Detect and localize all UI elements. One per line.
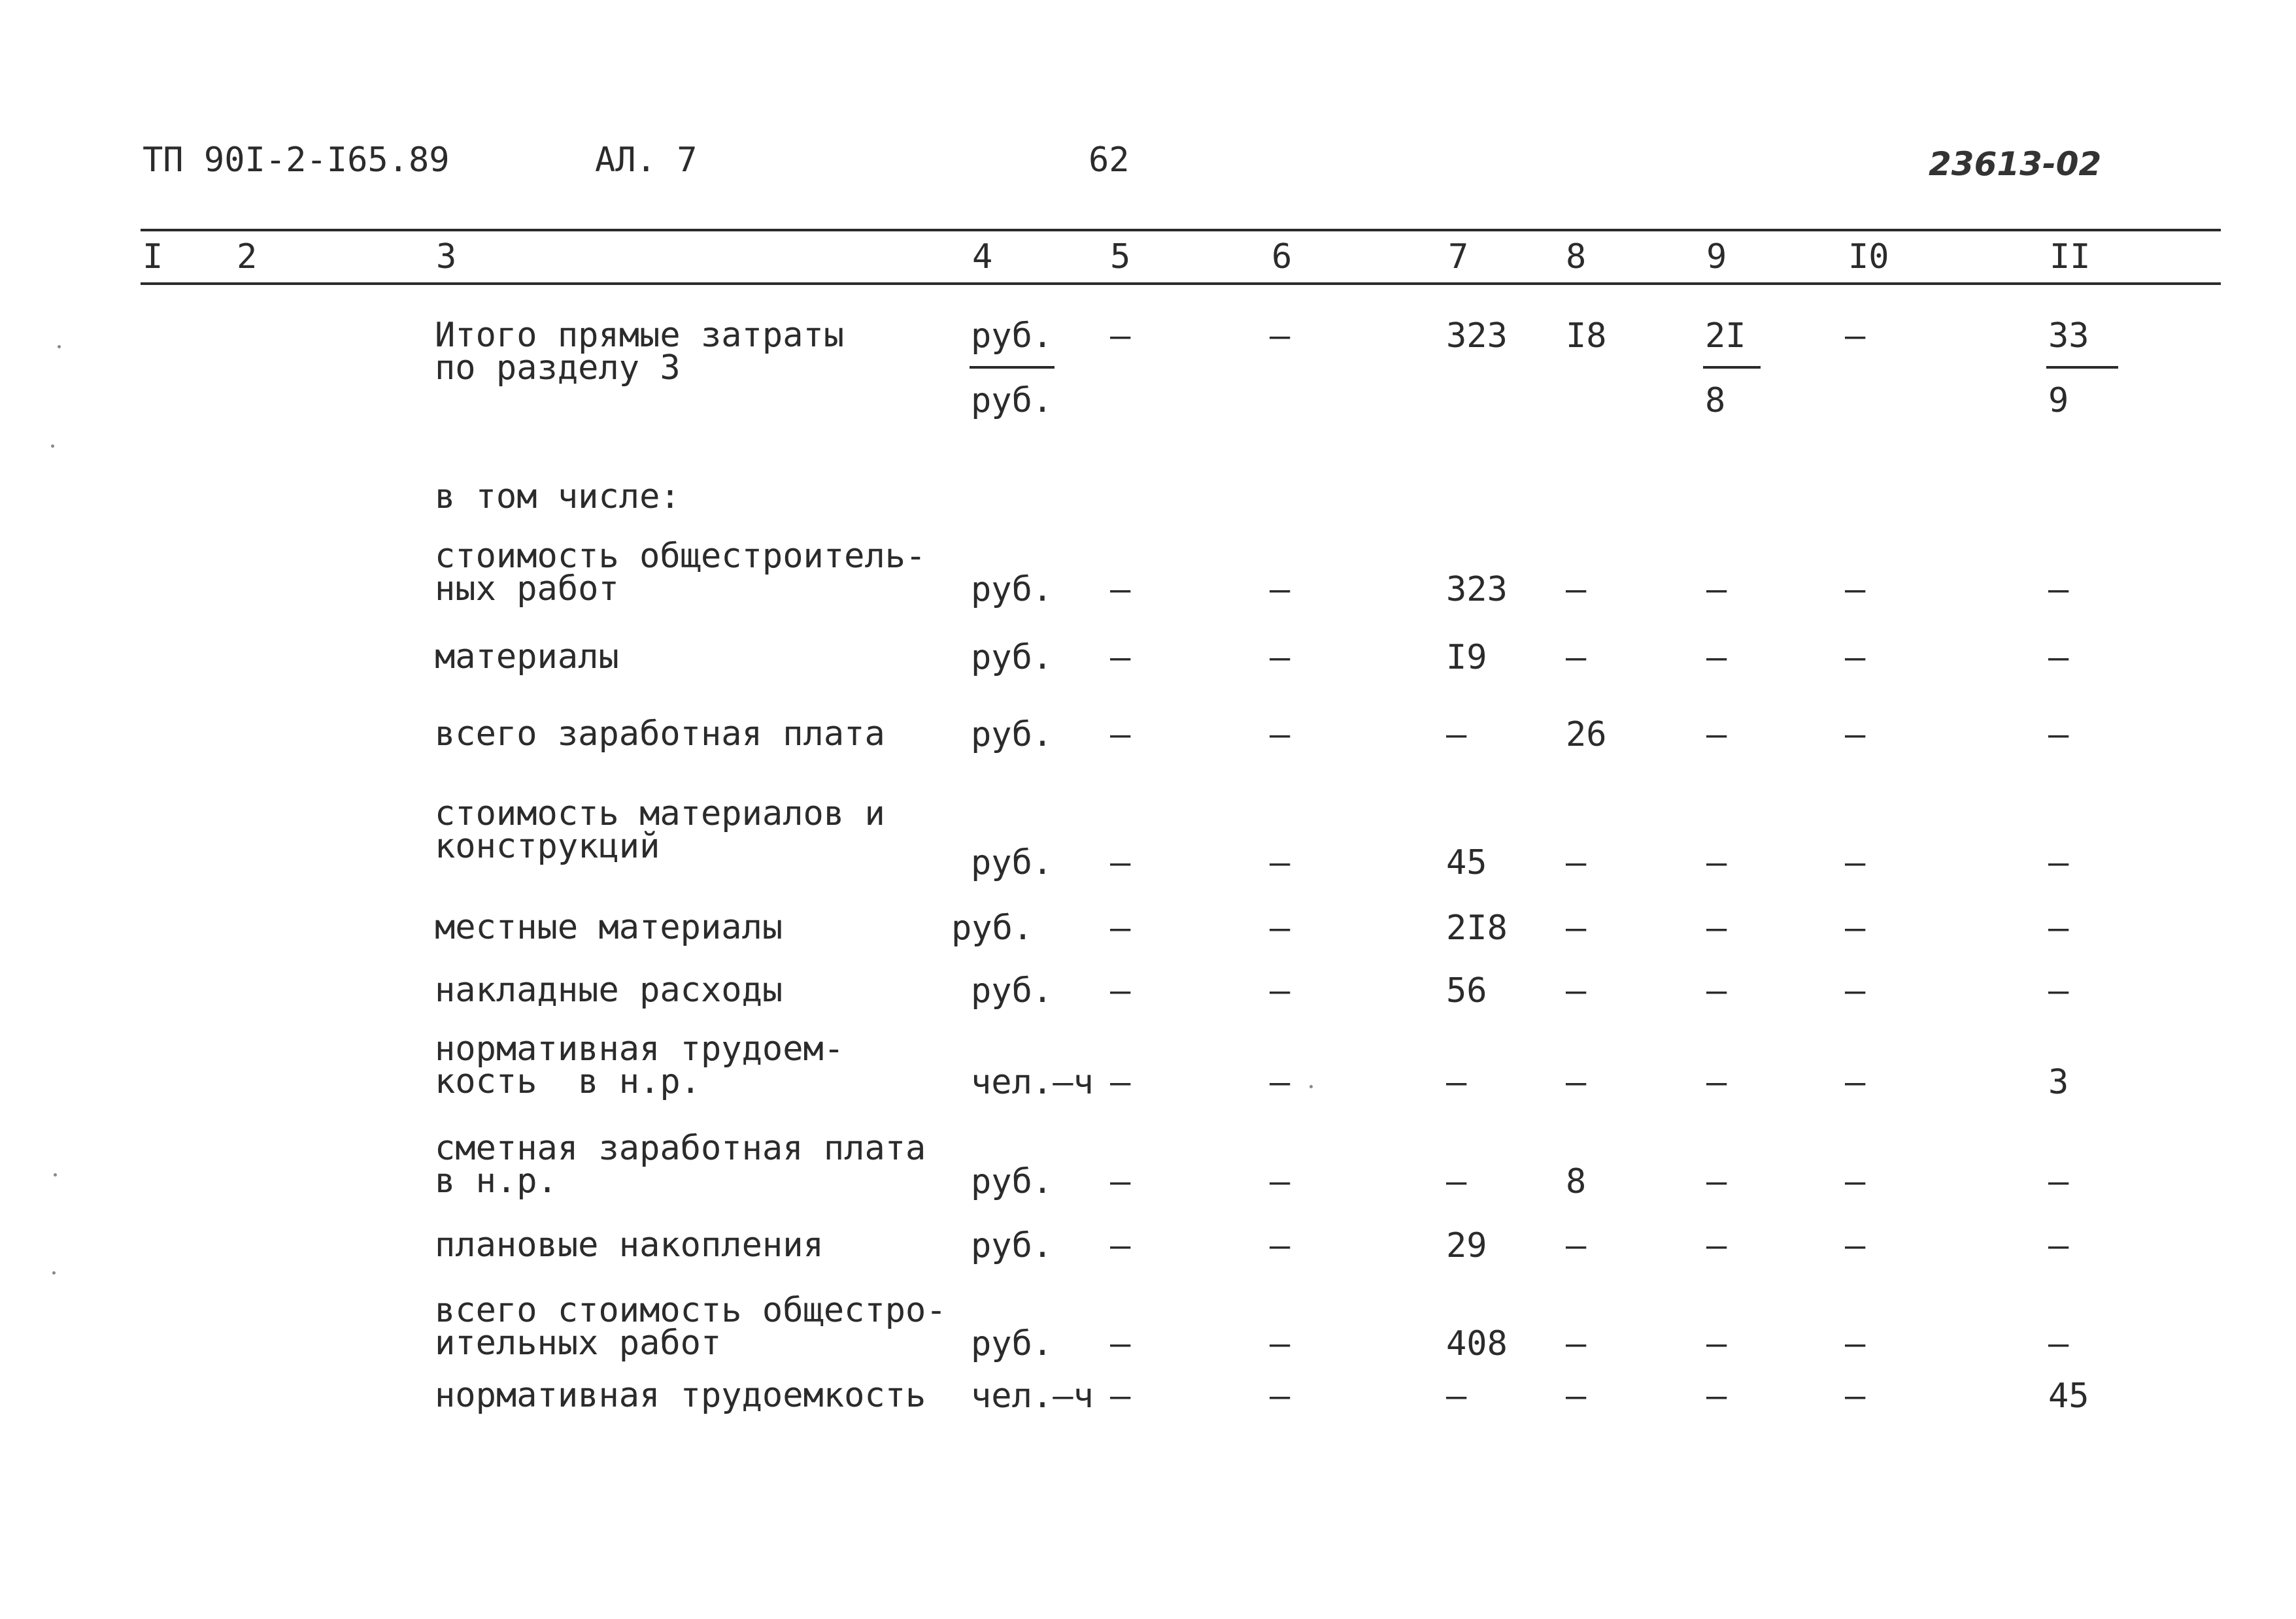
row-c6: – [1270, 1063, 1291, 1102]
row-c11: – [2048, 638, 2069, 677]
row-c9: – [1706, 570, 1727, 609]
row-c5: – [1110, 843, 1131, 882]
row-c8: – [1566, 1377, 1587, 1416]
row-c6: – [1270, 1324, 1291, 1363]
row-c8: – [1566, 909, 1587, 948]
row-c7: I9 [1446, 638, 1487, 677]
page-number: 62 [1089, 141, 1130, 180]
row-c7: – [1446, 1063, 1467, 1102]
total-row-col5: – [1110, 316, 1131, 356]
fraction-line [2046, 366, 2118, 369]
scan-speck [58, 345, 61, 348]
row-c10: – [1845, 909, 1866, 948]
row-description: накладные расходы [435, 971, 783, 1010]
total-row-col11-bottom: 9 [2048, 381, 2069, 420]
row-unit: руб. [971, 1162, 1053, 1201]
row-c9: – [1706, 909, 1727, 948]
row-unit: руб. [971, 638, 1053, 677]
row-c11: – [2048, 1162, 2069, 1201]
row-c8: – [1566, 570, 1587, 609]
row-c9: – [1706, 715, 1727, 754]
column-number: 4 [972, 237, 993, 276]
total-row-col9-bottom: 8 [1705, 381, 1726, 420]
scan-speck [54, 1173, 57, 1177]
row-c8: – [1566, 971, 1587, 1010]
row-c5: – [1110, 570, 1131, 609]
row-unit: руб. [971, 971, 1053, 1010]
row-c9: – [1706, 1226, 1727, 1265]
fraction-line [1703, 366, 1761, 369]
row-c6: – [1270, 1162, 1291, 1201]
column-number: I0 [1848, 237, 1889, 276]
row-c10: – [1845, 1162, 1866, 1201]
row-description: стоимость материалов и конструкций [435, 794, 885, 866]
row-c7: 2I8 [1446, 909, 1508, 948]
row-c10: – [1845, 715, 1866, 754]
row-c7: 408 [1446, 1324, 1508, 1363]
row-c7: 45 [1446, 843, 1487, 882]
row-unit: руб. [971, 843, 1053, 882]
total-row-col6: – [1270, 316, 1291, 356]
row-c10: – [1845, 1377, 1866, 1416]
row-c6: – [1270, 971, 1291, 1010]
row-c8: – [1566, 638, 1587, 677]
row-c8: 26 [1566, 715, 1607, 754]
row-c8: – [1566, 1226, 1587, 1265]
fraction-line [970, 366, 1055, 369]
row-c5: – [1110, 1226, 1131, 1265]
row-c9: – [1706, 1162, 1727, 1201]
row-description: сметная заработная плата в н.р. [435, 1129, 926, 1201]
row-c9: – [1706, 843, 1727, 882]
row-c5: – [1110, 1324, 1131, 1363]
row-c6: – [1270, 715, 1291, 754]
row-c7: – [1446, 715, 1467, 754]
total-row-description: Итого прямые затраты по разделу 3 [435, 316, 845, 388]
row-c6: – [1270, 1377, 1291, 1416]
total-row-col8: I8 [1566, 316, 1607, 356]
row-c6: – [1270, 843, 1291, 882]
row-c5: – [1110, 909, 1131, 948]
row-c8: – [1566, 843, 1587, 882]
row-c9: – [1706, 1063, 1727, 1102]
row-description: нормативная трудоем- кость в н.р. [435, 1029, 845, 1101]
row-c8: – [1566, 1063, 1587, 1102]
row-c11: – [2048, 971, 2069, 1010]
row-unit: чел.–ч [971, 1063, 1094, 1102]
column-number: 2 [237, 237, 258, 276]
column-number: 7 [1448, 237, 1469, 276]
row-c7: 29 [1446, 1226, 1487, 1265]
row-c8: – [1566, 1324, 1587, 1363]
scan-speck [52, 1271, 56, 1275]
row-unit: руб. [971, 570, 1053, 609]
handwritten-inventory-stamp: 23613-02 [1929, 145, 2102, 183]
row-c5: – [1110, 638, 1131, 677]
row-c7: – [1446, 1162, 1467, 1201]
row-c11: 3 [2048, 1063, 2069, 1102]
row-c8: 8 [1566, 1162, 1587, 1201]
total-row-col10: – [1845, 316, 1866, 356]
column-number: I [143, 237, 163, 276]
row-c11: – [2048, 909, 2069, 948]
column-number: 6 [1272, 237, 1292, 276]
total-row-col7: 323 [1446, 316, 1508, 356]
row-c11: 45 [2048, 1377, 2089, 1416]
row-unit: руб. [951, 909, 1034, 948]
row-c7: – [1446, 1377, 1467, 1416]
including-label: в том числе: [435, 477, 681, 516]
row-description: нормативная трудоемкость [435, 1376, 926, 1415]
column-number: 3 [436, 237, 457, 276]
column-number: II [2050, 237, 2091, 276]
row-c9: – [1706, 1324, 1727, 1363]
row-c9: – [1706, 971, 1727, 1010]
row-c7: 56 [1446, 971, 1487, 1010]
row-c5: – [1110, 1377, 1131, 1416]
total-row-unit-top: руб. [971, 316, 1053, 356]
row-unit: руб. [971, 1324, 1053, 1363]
row-description: всего заработная плата [435, 714, 885, 754]
row-c6: – [1270, 909, 1291, 948]
row-c10: – [1845, 1063, 1866, 1102]
row-description: местные материалы [435, 908, 783, 947]
row-c11: – [2048, 715, 2069, 754]
row-unit: чел.–ч [971, 1377, 1094, 1416]
album-number: АЛ. 7 [595, 141, 698, 180]
total-row-col11-top: 33 [2048, 316, 2089, 356]
row-c9: – [1706, 1377, 1727, 1416]
row-c6: – [1270, 570, 1291, 609]
total-row-col9-top: 2I [1705, 316, 1746, 356]
row-c10: – [1845, 971, 1866, 1010]
row-c5: – [1110, 715, 1131, 754]
document-code: ТП 90I-2-I65.89 [143, 141, 450, 180]
row-description: материалы [435, 637, 619, 676]
row-c5: – [1110, 971, 1131, 1010]
row-c6: – [1270, 1226, 1291, 1265]
row-c10: – [1845, 1226, 1866, 1265]
column-number: 9 [1706, 237, 1727, 276]
row-c9: – [1706, 638, 1727, 677]
row-c11: – [2048, 570, 2069, 609]
row-c11: – [2048, 843, 2069, 882]
row-c11: – [2048, 1226, 2069, 1265]
row-c5: – [1110, 1063, 1131, 1102]
row-c10: – [1845, 843, 1866, 882]
column-number: 5 [1110, 237, 1131, 276]
row-c6: – [1270, 638, 1291, 677]
table-top-rule [141, 229, 2221, 231]
row-unit: руб. [971, 715, 1053, 754]
row-c11: – [2048, 1324, 2069, 1363]
row-description: стоимость общестроитель- ных работ [435, 537, 926, 609]
row-c7: 323 [1446, 570, 1508, 609]
row-description: плановые накопления [435, 1226, 824, 1265]
row-description: всего стоимость общестро- ительных работ [435, 1291, 947, 1363]
row-c10: – [1845, 570, 1866, 609]
scan-speck [1309, 1085, 1313, 1088]
scan-speck [51, 444, 54, 448]
column-number: 8 [1566, 237, 1587, 276]
total-row-unit-bottom: руб. [971, 381, 1053, 420]
table-header-bottom-rule [141, 282, 2221, 285]
row-c5: – [1110, 1162, 1131, 1201]
row-unit: руб. [971, 1226, 1053, 1265]
row-c10: – [1845, 638, 1866, 677]
row-c10: – [1845, 1324, 1866, 1363]
